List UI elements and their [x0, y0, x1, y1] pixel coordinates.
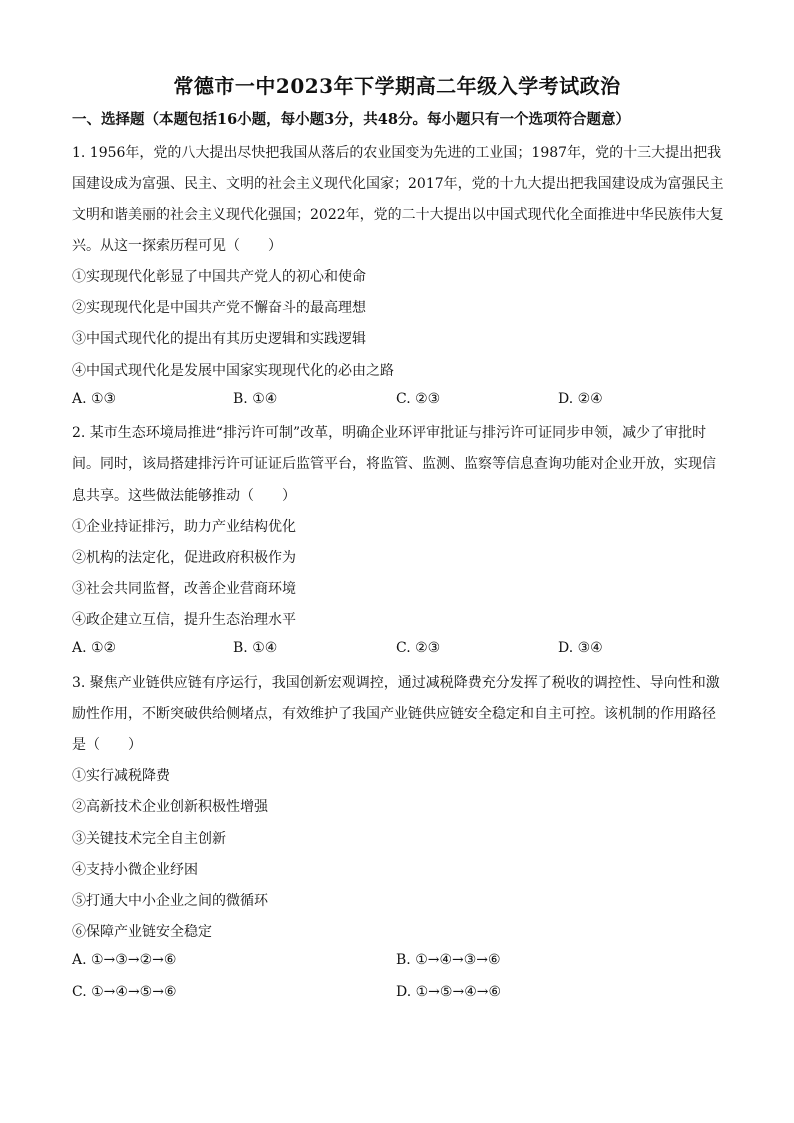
q3-item: ③关键技术完全自主创新 [72, 831, 226, 847]
q2-option-d: D. ③④ [558, 640, 603, 656]
q3-item: ⑥保障产业链安全稳定 [72, 924, 212, 940]
q3-item: ①实行减税降费 [72, 768, 170, 784]
q3-item: ④支持小微企业纾困 [72, 862, 198, 878]
q2-item: ②机构的法定化，促进政府积极作为 [72, 550, 296, 566]
q3-item: ⑤打通大中小企业之间的微循环 [72, 893, 268, 909]
q3-stem-line: 励性作用，不断突破供给侧堵点，有效维护了我国产业链供应链安全稳定和自主可控。该机制的作用路径 [72, 706, 716, 722]
q2-item: ③社会共同监督，改善企业营商环境 [72, 581, 296, 597]
q1-item: ②实现现代化是中国共产党不懈奋斗的最高理想 [72, 300, 366, 316]
q1-item: ④中国式现代化是发展中国家实现现代化的必由之路 [72, 363, 394, 379]
q2-stem-line: 2. 某市生态环境局推进“排污许可制”改革，明确企业环评审批证与排污许可证同步申领，减少了审批时 [72, 425, 707, 441]
q2-option-a: A. ①② [72, 640, 117, 656]
q1-stem-line: 兴。从这一探索历程可见（ ） [72, 238, 282, 254]
q2-option-b: B. ①④ [233, 640, 278, 656]
q2-item: ①企业持证排污，助力产业结构优化 [72, 519, 296, 535]
page-title: 常德市一中2023年下学期高二年级入学考试政治 [173, 74, 621, 98]
q3-stem-line: 3. 聚焦产业链供应链有序运行，我国创新宏观调控，通过减税降费充分发挥了税收的调控性、导向性和激 [72, 675, 720, 691]
q1-stem-line: 文明和谐美丽的社会主义现代化强国；2022年，党的二十大提出以中国式现代化全面推进中华民族伟大复 [72, 207, 724, 223]
q1-item: ①实现现代化彰显了中国共产党人的初心和使命 [72, 269, 366, 285]
q1-option-d: D. ②④ [558, 391, 603, 407]
q1-item: ③中国式现代化的提出有其历史逻辑和实践逻辑 [72, 331, 366, 347]
q1-option-c: C. ②③ [396, 391, 441, 407]
q2-option-c: C. ②③ [396, 640, 441, 656]
q3-option-a: A. ①→③→②→⑥ [72, 952, 177, 968]
q3-stem-line: 是（ ） [72, 737, 142, 753]
q1-stem-line: 国建设成为富强、民主、文明的社会主义现代化国家；2017年，党的十九大提出把我国建设成为富强民主 [72, 176, 724, 192]
q1-stem-line: 1. 1956年，党的八大提出尽快把我国从落后的农业国变为先进的工业国；1987年，党的十三大提出把我 [72, 145, 722, 161]
section-heading: 一、选择题（本题包括16小题，每小题3分，共48分。每小题只有一个选项符合题意） [72, 111, 630, 128]
q2-stem-line: 息共享。这些做法能够推动（ ） [72, 488, 296, 504]
q2-item: ④政企建立互信，提升生态治理水平 [72, 612, 296, 628]
q3-option-d: D. ①→⑤→④→⑥ [396, 984, 502, 1000]
q2-stem-line: 间。同时，该局搭建排污许可证证后监管平台，将监管、监测、监察等信息查询功能对企业开放，实现信 [72, 456, 716, 472]
q3-option-b: B. ①→④→③→⑥ [396, 952, 501, 968]
q3-option-c: C. ①→④→⑤→⑥ [72, 984, 177, 1000]
q1-option-a: A. ①③ [72, 391, 117, 407]
q3-item: ②高新技术企业创新积极性增强 [72, 799, 268, 815]
q1-option-b: B. ①④ [233, 391, 278, 407]
